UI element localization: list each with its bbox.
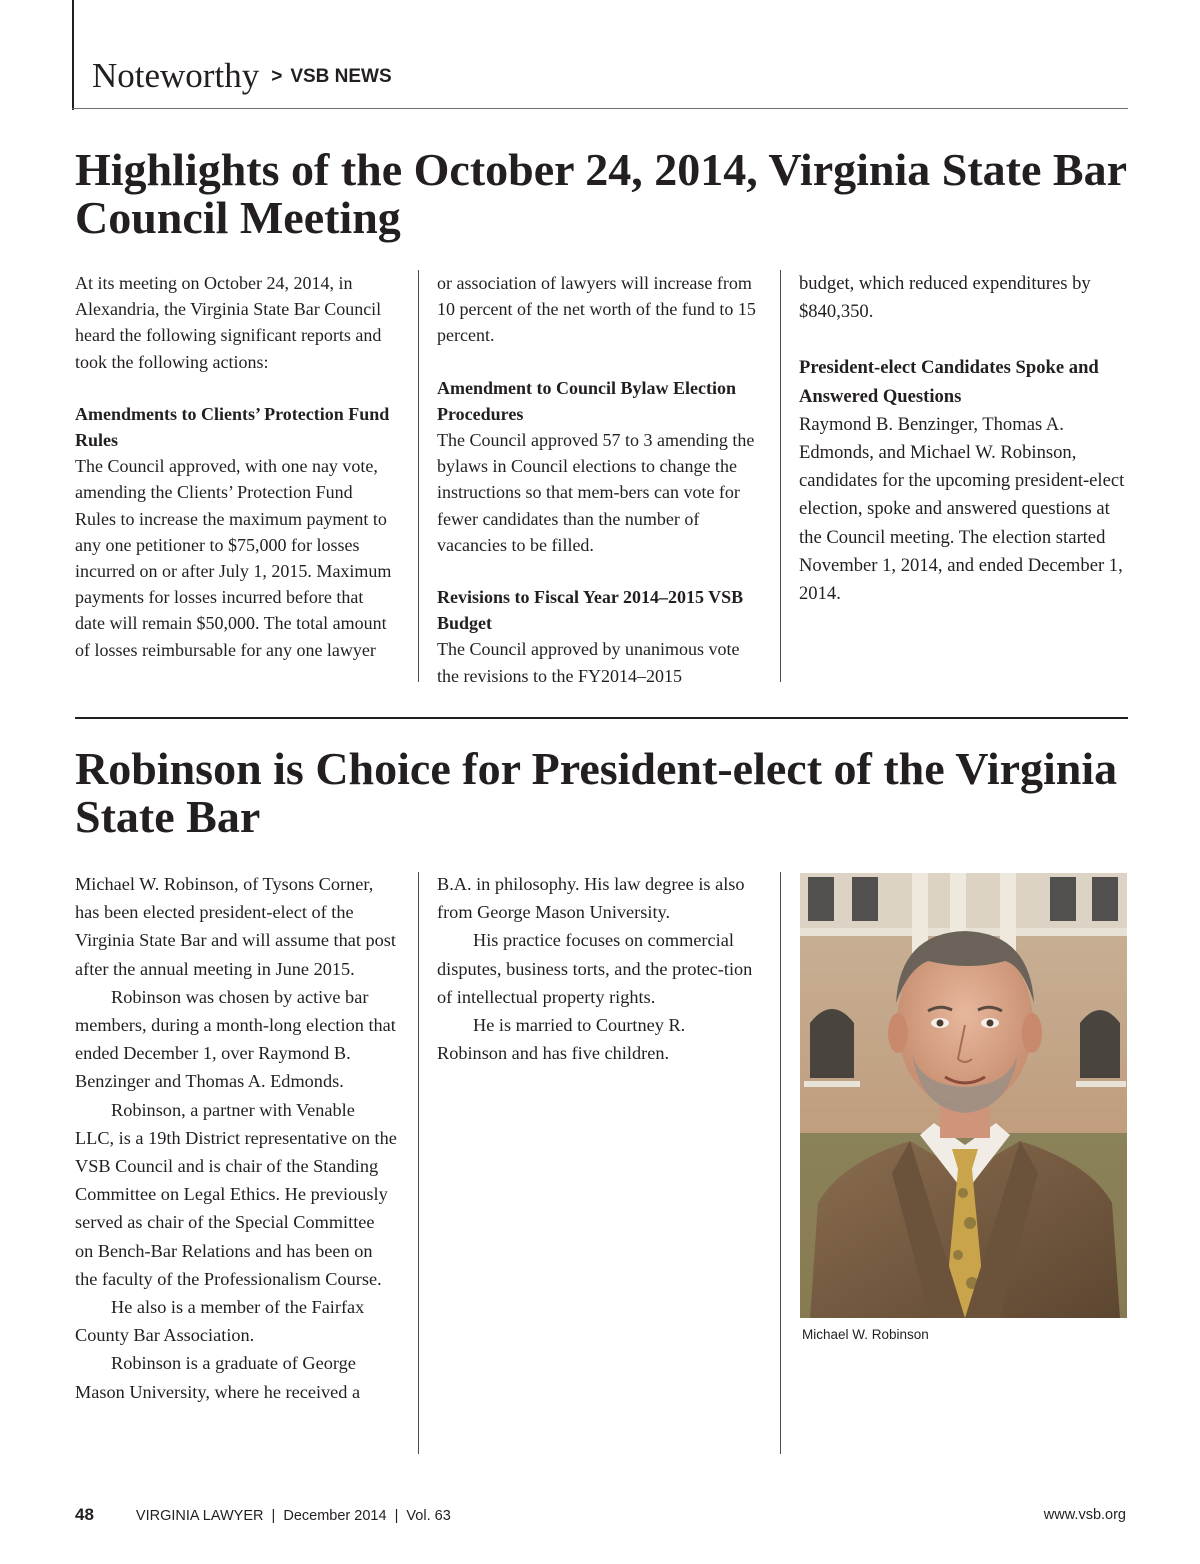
article1-subheading-bylaw: Amendment to Council Bylaw Election Procedures <box>437 377 736 424</box>
section-title: Noteworthy <box>92 56 260 95</box>
breadcrumb-separator: > <box>271 66 283 87</box>
header-rule-horizontal <box>72 108 1128 109</box>
publication-info: VIRGINIA LAWYER | December 2014 | Vol. 63 <box>135 1508 451 1524</box>
article2-title: Robinson is Choice for President-elect of the Virginia State Bar <box>75 743 1118 842</box>
photo-caption: Michael W. Robinson <box>802 1327 929 1342</box>
article2-paragraph: Robinson, a partner with Venable LLC, is a 19th District representative on the VSB Council and is chair of the Standing Committee on Legal Ethics. He previously served as chair of the Special Committee on Bench-Bar Relations and has been on the faculty of the Professionalism Course. <box>75 1099 397 1289</box>
article2-paragraph: B.A. in philosophy. His law degree is also from George Mason University. <box>437 874 745 923</box>
article1-body-cpf: The Council approved, with one nay vote, amending the Clients’ Protection Fund Rules to increase the maximum payment to any one petitioner to $75,000 for losses incurred on or after July 1, 2015. Maximum payments for losses incurred before that date will remain $50,000. The total amount of losses reimbursable for any one lawyer <box>75 456 392 660</box>
article2-paragraph: His practice focuses on commercial disputes, business torts, and the protec-tion of intellectual property rights. <box>437 930 753 1007</box>
article1-body-bylaw: The Council approved 57 to 3 amending the bylaws in Council elections to change the instructions so that mem-bers can vote for fewer candidates than the number of vacancies to be filled. <box>437 430 755 555</box>
article2-paragraph: Michael W. Robinson, of Tysons Corner, has been elected president-elect of the Virginia State Bar and will assume that post after the annual meeting in June 2015. <box>75 874 396 979</box>
article1-body-budget: The Council approved by unanimous vote the revisions to the FY2014–2015 <box>437 639 740 686</box>
article1-subheading-candidates: President-elect Candidates Spoke and Answered Questions <box>799 357 1099 407</box>
article1-intro: At its meeting on October 24, 2014, in Alexandria, the Virginia State Bar Council heard the following significant reports and took the following actions: <box>75 273 382 372</box>
article2-paragraph: Robinson was chosen by active bar members, during a month-long election that ended December 1, over Raymond B. Benzinger and Thomas A. Edmonds. <box>75 986 396 1092</box>
page-number: 48 <box>75 1505 94 1524</box>
website-link[interactable]: www.vsb.org <box>1043 1507 1126 1523</box>
article1-column-3 <box>799 270 1129 608</box>
article1-continuation-1: or association of lawyers will increase from 10 percent of the net worth of the fund to 15 percent. <box>437 273 756 346</box>
article1-title: Highlights of the October 24, 2014, Virginia State Bar Council Meeting <box>75 144 1127 243</box>
article1-column-2 <box>437 270 759 689</box>
article1-body-candidates: Raymond B. Benzinger, Thomas A. Edmonds, and Michael W. Robinson, candidates for the upcoming president-elect election, spoke and answered questions at the Council meeting. The election started November 1, 2014, and ended December 1, 2014. <box>799 413 1125 605</box>
article1-subheading-cpf: Amendments to Clients’ Protection Fund Rules <box>75 403 390 451</box>
article1-continuation-2: budget, which reduced expenditures by $840,350. <box>799 273 1091 323</box>
portrait-photo <box>800 873 1127 1318</box>
article1-subheading-budget: Revisions to Fiscal Year 2014–2015 VSB Budget <box>437 587 744 634</box>
article2-paragraph: He is married to Courtney R. Robinson and has five children. <box>437 1015 686 1064</box>
section-header <box>92 56 392 96</box>
column-divider <box>780 872 781 1454</box>
column-divider <box>418 270 419 682</box>
article-divider <box>75 717 1128 719</box>
column-divider <box>418 872 419 1454</box>
article2-paragraph: Robinson is a graduate of George Mason University, where he received a <box>75 1353 361 1402</box>
page-footer <box>75 1505 451 1525</box>
article2-paragraph: He also is a member of the Fairfax County Bar Association. <box>75 1297 365 1346</box>
article1-column-1 <box>75 270 397 663</box>
header-rule-vertical <box>72 0 74 110</box>
article2-column-1 <box>75 870 397 1406</box>
subsection-title: VSB NEWS <box>290 66 392 87</box>
article2-column-2 <box>437 870 759 1067</box>
column-divider <box>780 270 781 682</box>
